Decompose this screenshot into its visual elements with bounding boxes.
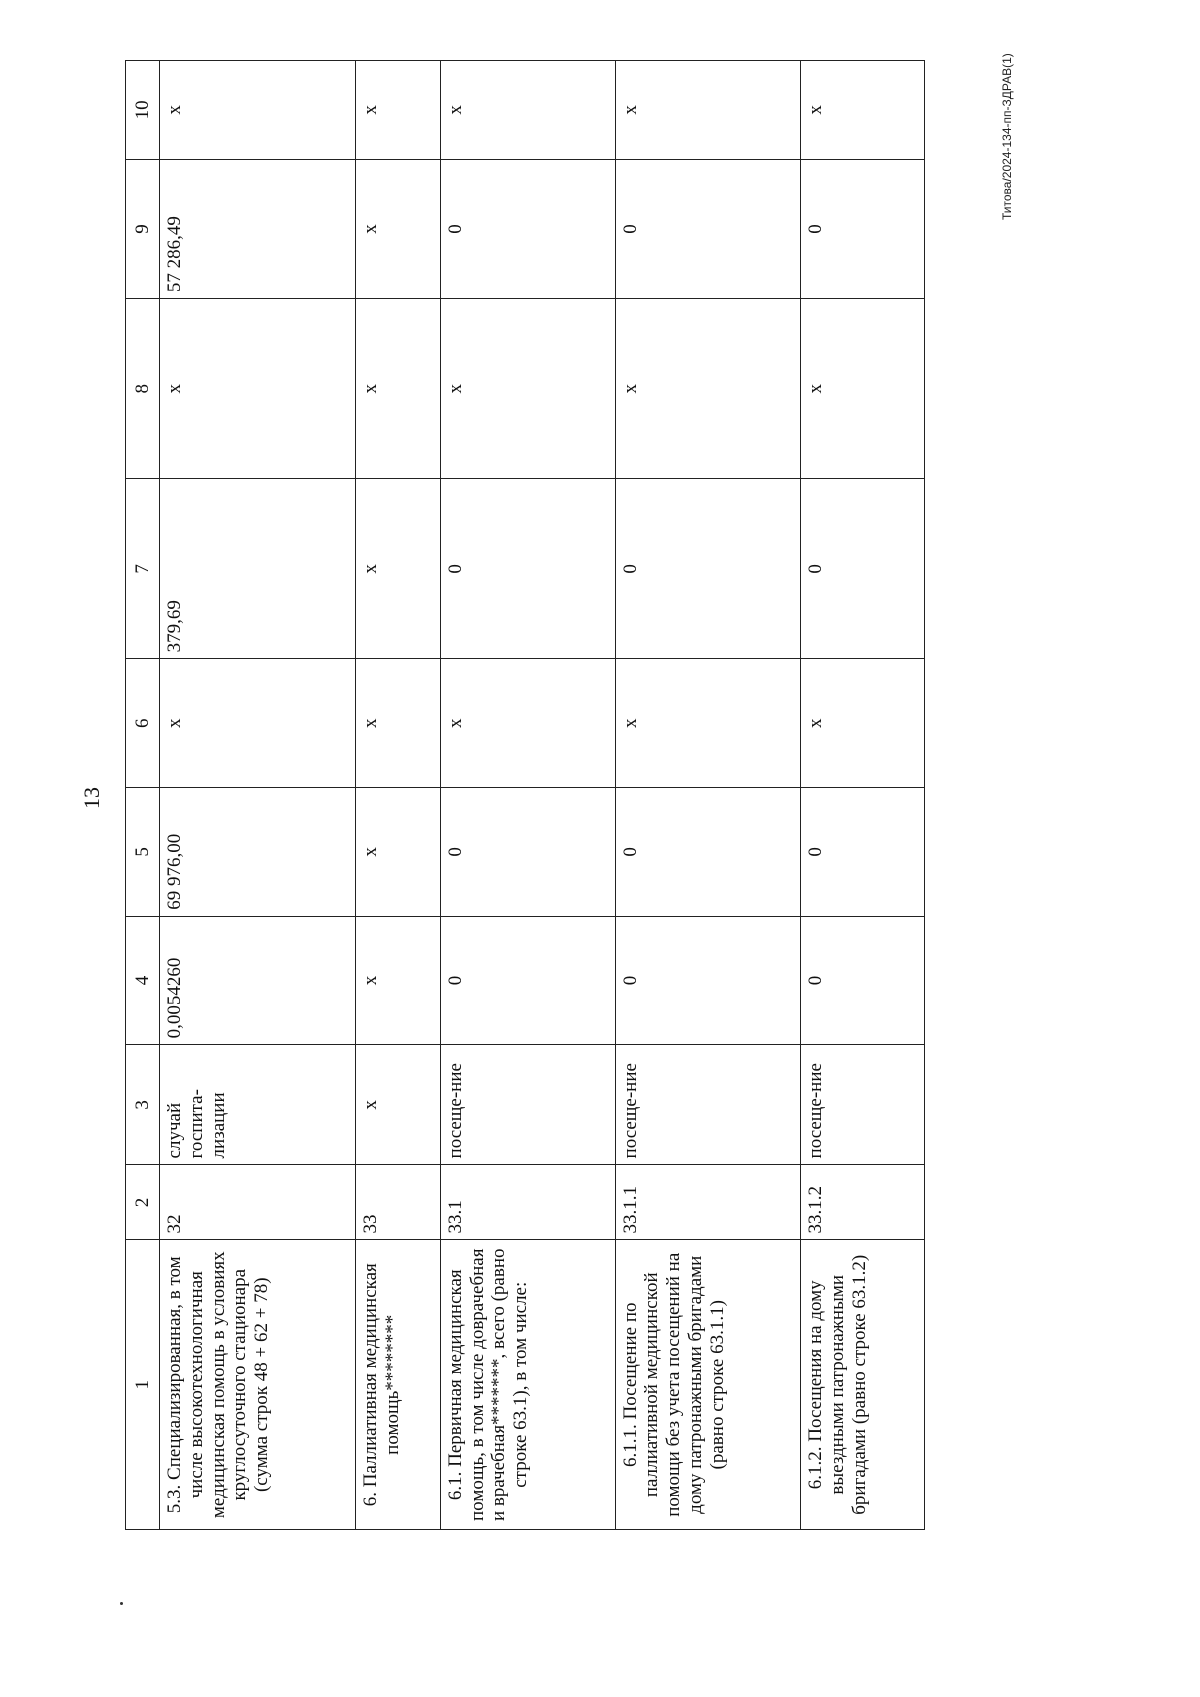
column-header: 7 xyxy=(126,479,160,659)
column-header: 9 xyxy=(126,159,160,298)
column-header: 10 xyxy=(126,61,160,160)
table-row xyxy=(615,61,800,1530)
cell-value: х xyxy=(159,61,355,160)
cell-value: х xyxy=(800,61,924,160)
cell-value: х xyxy=(800,659,924,788)
cell-value: 0 xyxy=(615,788,800,917)
cell-value: 0 xyxy=(800,916,924,1045)
row-line-number: 33 xyxy=(355,1165,440,1240)
table-header-row xyxy=(126,61,160,1530)
cell-value: х xyxy=(440,299,615,479)
cell-value: 0 xyxy=(615,479,800,659)
cell-value: х xyxy=(355,659,440,788)
cell-value: 0 xyxy=(440,479,615,659)
row-line-number: 33.1 xyxy=(440,1165,615,1240)
column-header: 1 xyxy=(126,1240,160,1530)
cell-value: х xyxy=(159,659,355,788)
rotated-table-wrapper xyxy=(125,60,925,1530)
cell-value: 0 xyxy=(615,916,800,1045)
row-description: 6. Паллиативная медицинская помощь******** xyxy=(355,1240,440,1530)
cell-value: 0 xyxy=(440,916,615,1045)
cell-value: 0 xyxy=(800,788,924,917)
page-number: 13 xyxy=(79,787,104,809)
row-line-number: 33.1.2 xyxy=(800,1165,924,1240)
cell-value: х xyxy=(615,659,800,788)
row-line-number: 33.1.1 xyxy=(615,1165,800,1240)
cell-value: х xyxy=(355,916,440,1045)
column-header: 4 xyxy=(126,916,160,1045)
cell-value: 0 xyxy=(615,159,800,298)
cell-value: х xyxy=(615,61,800,160)
data-table xyxy=(125,60,925,1530)
row-description: 6.1. Первичная медицинская помощь, в том числе доврачебная и врачебная*******, всего (равно строке 63.1), в том числе: xyxy=(440,1240,615,1530)
row-description: 6.1.2. Посещения на дому выездными патронажными бригадами (равно строке 63.1.2) xyxy=(800,1240,924,1530)
unit-of-measure: посеще-ние xyxy=(615,1045,800,1165)
column-header: 2 xyxy=(126,1165,160,1240)
cell-value: 69 976,00 xyxy=(159,788,355,917)
cell-value: 0,0054260 xyxy=(159,916,355,1045)
cell-value: 379,69 xyxy=(159,479,355,659)
row-line-number: 32 xyxy=(159,1165,355,1240)
footer-document-code: Титова/2024-134-пп-ЗДРАВ(1) xyxy=(1000,53,1014,220)
cell-value: х xyxy=(355,788,440,917)
column-header: 8 xyxy=(126,299,160,479)
cell-value: 0 xyxy=(800,159,924,298)
unit-of-measure: посеще-ние xyxy=(440,1045,615,1165)
cell-value: х xyxy=(159,299,355,479)
cell-value: 57 286,49 xyxy=(159,159,355,298)
column-header: 3 xyxy=(126,1045,160,1165)
row-description: 6.1.1. Посещение по паллиативной медицинской помощи без учета посещений на дому патронажными бригадами (равно строке 63.1.1) xyxy=(615,1240,800,1530)
cell-value: 0 xyxy=(440,788,615,917)
cell-value: 0 xyxy=(440,159,615,298)
scan-speck xyxy=(120,1602,123,1605)
unit-of-measure: х xyxy=(355,1045,440,1165)
table-row xyxy=(800,61,924,1530)
cell-value: х xyxy=(800,299,924,479)
cell-value: х xyxy=(355,61,440,160)
unit-of-measure: посеще-ние xyxy=(800,1045,924,1165)
table-row xyxy=(355,61,440,1530)
cell-value: х xyxy=(440,61,615,160)
cell-value: х xyxy=(355,159,440,298)
cell-value: х xyxy=(355,299,440,479)
column-header: 5 xyxy=(126,788,160,917)
column-header: 6 xyxy=(126,659,160,788)
cell-value: х xyxy=(355,479,440,659)
unit-of-measure: случай госпита-лизации xyxy=(159,1045,355,1165)
table-row xyxy=(159,61,355,1530)
table-row xyxy=(440,61,615,1530)
row-description: 5.3. Специализированная, в том числе высокотехнологичная медицинская помощь в условиях круглосуточного стационара (сумма строк 48 + 62 + 78) xyxy=(159,1240,355,1530)
cell-value: 0 xyxy=(800,479,924,659)
cell-value: х xyxy=(440,659,615,788)
cell-value: х xyxy=(615,299,800,479)
